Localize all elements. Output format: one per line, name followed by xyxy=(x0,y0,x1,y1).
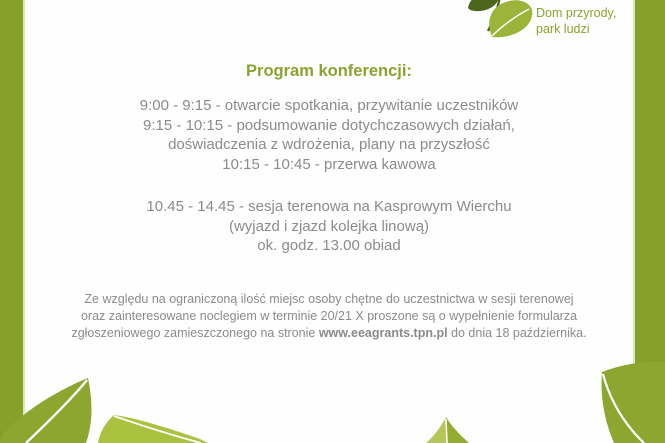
schedule-line: (wyjazd i zjazd kolejka linową) xyxy=(228,217,430,235)
registration-url: www.eeagrants.tpn.pl xyxy=(318,325,448,340)
schedule-morning-block xyxy=(25,96,633,174)
note-line3-suffix: do dnia 18 października. xyxy=(447,325,587,340)
schedule-line: 10.45 - 14.45 - sesja terenowa na Kasprowym Wierchu xyxy=(146,198,512,215)
left-leaf-icon xyxy=(0,378,92,443)
program-content xyxy=(25,0,633,342)
schedule-line: doświadczenia z wdrożenia, plany na przyszłość xyxy=(168,136,490,153)
registration-note xyxy=(25,291,633,342)
note-line xyxy=(25,325,633,342)
schedule-afternoon-block xyxy=(25,197,633,256)
note-line: oraz zainteresowane noclegiem w terminie 20/21 X proszone są o wypełnienie formularza xyxy=(80,308,578,323)
schedule-line: 10:15 - 10:45 - przerwa kawowa xyxy=(222,155,436,173)
page-title: Program konferencji: xyxy=(246,62,412,80)
bottom-leaves-decoration xyxy=(0,343,665,443)
schedule-line: 9:00 - 9:15 - otwarcie spotkania, przywitanie uczestników xyxy=(139,97,519,114)
note-line: Ze względu na ograniczoną ilość miejsc osoby chętne do uczestnictwa w sesji terenowej xyxy=(84,291,574,306)
center-leaf-icon xyxy=(426,417,446,443)
schedule-line: 9:15 - 10:15 - podsumowanie dotychczasowych działań, xyxy=(143,116,515,134)
logo-text-line1: Dom przyrody, xyxy=(536,6,617,20)
logo-text-line2: park ludzi xyxy=(536,22,590,36)
schedule-line: ok. godz. 13.00 obiad xyxy=(257,237,401,254)
note-line3-prefix: zgłoszeniowego zamieszczonego na stronie xyxy=(71,325,319,340)
